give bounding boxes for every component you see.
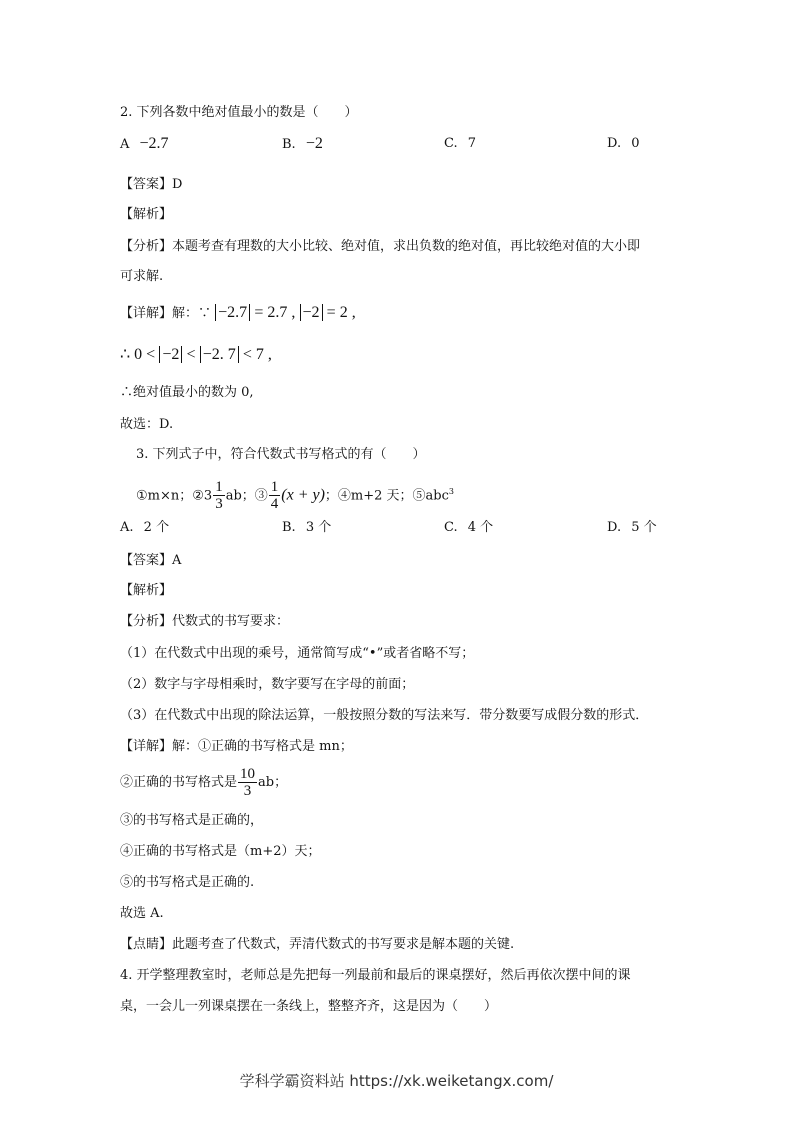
q3-rule-1: （1）在代数式中出现的乘号，通常简写成“•”或者省略不写； (120, 646, 475, 661)
fraction-one-third (213, 479, 225, 512)
q2-analysis-line-1: 【分析】本题考查有理数的大小比较、绝对值，求出负数的绝对值，再比较绝对值的大小即 (120, 239, 641, 254)
q3-answer: 【答案】A (120, 553, 182, 568)
detail-equals-2: = 2 , (326, 304, 356, 321)
q2-option-d (607, 135, 640, 153)
detail-2-suffix: ab； (258, 775, 288, 790)
abs-value-1: −2.7 (215, 304, 250, 321)
q2-option-a (120, 135, 169, 154)
abs-value-2: −2 (300, 304, 323, 321)
q3-items (136, 474, 454, 514)
q2-conclusion: ∴绝对值最小的数为 0, (120, 385, 254, 400)
q2-option-b (282, 135, 323, 154)
frac-numerator: 1 (270, 479, 279, 496)
option-letter: B. (282, 520, 296, 535)
option-value: 5 个 (631, 520, 657, 535)
q3-stem: 3. 下列式子中，符合代数式书写格式的有（ ） (136, 447, 426, 462)
detail-equals-1: = 2.7 , (254, 304, 296, 321)
q3-option-b (282, 519, 331, 537)
fraction-one-quarter (269, 479, 281, 512)
detail-prefix: 【详解】解：∵ (120, 306, 212, 321)
q2-choice: 故选：D. (120, 417, 174, 432)
option-letter: C. (444, 520, 458, 535)
option-value: 3 个 (305, 520, 332, 535)
q3-rule-3: （3）在代数式中出现的除法运算，一般按照分数的写法来写．带分数要写成假分数的形式． (120, 708, 649, 723)
option-value: 4 个 (467, 520, 494, 535)
frac-denominator: 3 (243, 783, 252, 799)
q3-option-a (120, 519, 169, 537)
items-expression: (x + y) (281, 486, 325, 504)
q3-analysis: 【分析】代数式的书写要求： (120, 614, 290, 629)
option-value: 7 (467, 136, 477, 151)
items-part-2: ab；③ (225, 488, 268, 504)
items-superscript: 3 (448, 487, 454, 496)
ineq-abs-1: −2 (159, 346, 182, 363)
q2-inequality-line (120, 346, 272, 365)
q2-detail-line (120, 304, 356, 323)
ineq-abs-2: −2. 7 (200, 346, 239, 363)
q2-answer: 【答案】D (120, 177, 183, 192)
frac-denominator: 4 (270, 496, 279, 513)
q3-analysis-heading: 【解析】 (120, 583, 173, 598)
page-footer-watermark: 学科学霸资料站 https://xk.weiketangx.com/ (239, 1072, 554, 1090)
ineq-tail: < 7 , (242, 346, 272, 363)
frac-numerator: 10 (240, 766, 256, 782)
q3-rule-2: （2）数字与字母相乘时，数字要写在字母的前面； (120, 677, 415, 692)
q2-analysis-line-2: 可求解. (120, 269, 164, 284)
q2-option-c (444, 135, 476, 153)
option-letter: A. (120, 520, 134, 535)
q3-detail-4: ④正确的书写格式是（m+2）天； (120, 844, 321, 859)
q3-option-d (607, 519, 657, 537)
q3-choice: 故选 A. (120, 906, 164, 921)
option-letter: A (120, 137, 130, 152)
option-letter: C. (444, 136, 458, 151)
option-value: −2 (305, 135, 323, 152)
q3-detail-3: ③的书写格式是正确的， (120, 813, 264, 828)
q2-stem: 2. 下列各数中绝对值最小的数是（ ） (120, 105, 358, 120)
fraction-ten-thirds (238, 766, 257, 799)
q3-detail-5: ⑤的书写格式是正确的. (120, 875, 255, 890)
option-letter: D. (607, 136, 622, 151)
option-letter: D. (607, 520, 622, 535)
option-letter: B. (282, 137, 296, 152)
items-part-3: ；④m+2 天；⑤abc (324, 488, 449, 504)
items-part-1: ①m×n；②3 (136, 488, 213, 504)
option-value: 0 (631, 136, 640, 151)
option-value: 2 个 (143, 520, 170, 535)
option-value: −2.7 (139, 135, 169, 152)
q4-stem-line-1: 4. 开学整理教室时，老师总是先把每一列最前和最后的课桌摆好，然后再依次摆中间的课 (120, 968, 631, 983)
ineq-prefix: ∴ 0 < (120, 346, 156, 363)
q4-stem-line-2: 桌，一会儿一列课桌摆在一条线上，整整齐齐，这是因为（ ） (120, 999, 498, 1014)
q3-detail-1: 【详解】解：①正确的书写格式是 mn； (120, 739, 353, 754)
detail-2-prefix: ②正确的书写格式是 (120, 775, 238, 790)
q3-comment: 【点睛】此题考查了代数式，弄清代数式的书写要求是解本题的关键. (120, 937, 515, 952)
frac-numerator: 1 (215, 479, 223, 496)
ineq-less-than: < (186, 346, 196, 363)
q2-analysis-heading: 【解析】 (120, 207, 173, 222)
frac-denominator: 3 (215, 496, 223, 513)
q3-option-c (444, 519, 493, 537)
q3-detail-2 (120, 764, 287, 802)
